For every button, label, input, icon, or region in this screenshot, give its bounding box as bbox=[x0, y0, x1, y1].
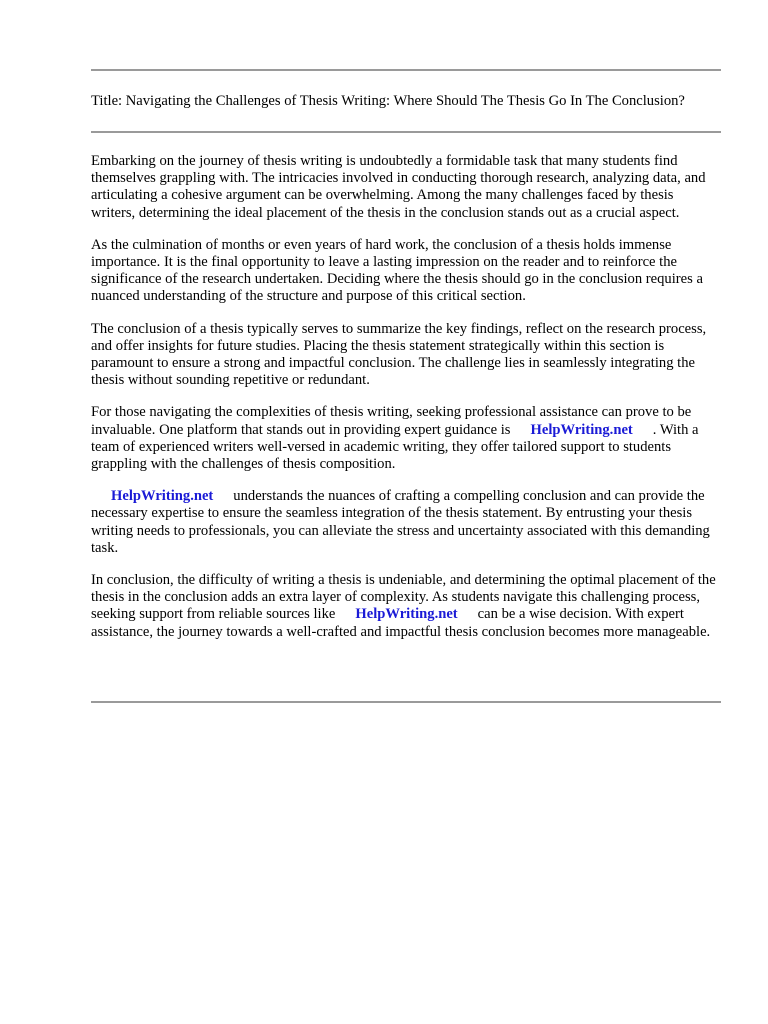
paragraph-2: As the culmination of months or even years of hard work, the conclusion of a thesis holds immense importance. It is the final opportunity to leave a lasting impression on the reader and to reinforce the significance of the research undertaken. Deciding where the thesis should go in the conclusion requires a nuanced understanding of the structure and purpose of this critical section. bbox=[91, 236, 703, 305]
paragraph-6 bbox=[91, 572, 721, 641]
helpwriting-link[interactable]: HelpWriting.net bbox=[111, 488, 214, 505]
paragraph-5 bbox=[91, 488, 721, 557]
paragraph-4-text-before: For those navigating the complexities of thesis writing, seeking professional assistance can prove to be invaluable. One platform that stands out in providing expert guidance is bbox=[91, 404, 692, 438]
title-divider bbox=[91, 131, 721, 133]
paragraph-6-text-before: In conclusion, the difficulty of writing a thesis is undeniable, and determining the optimal placement of the thesis in the conclusion adds an extra layer of complexity. As students navigate this challenging process, seeking support from reliable sources like bbox=[91, 572, 716, 623]
paragraph-6-text-after: can be a wise decision. With expert assistance, the journey towards a well-crafted and impactful thesis conclusion becomes more manageable. bbox=[91, 606, 711, 640]
paragraph-5-text-after: understands the nuances of crafting a compelling conclusion and can provide the necessary expertise to ensure the seamless integration of the thesis statement. By entrusting your thesis writing needs to professionals, you can alleviate the stress and uncertainty associated with this demanding task. bbox=[91, 488, 710, 556]
paragraph-3: The conclusion of a thesis typically serves to summarize the key findings, reflect on the research process, and offer insights for future studies. Placing the thesis statement strategically within this section is paramount to ensure a strong and impactful conclusion. The challenge lies in seamlessly integrating the thesis without sounding repetitive or redundant. bbox=[91, 320, 707, 389]
helpwriting-link[interactable]: HelpWriting.net bbox=[355, 606, 458, 623]
paragraph-1: Embarking on the journey of thesis writing is undoubtedly a formidable task that many students find themselves grappling with. The intricacies involved in conducting thorough research, analyzing data, and articulating a cohesive argument can be overwhelming. Among the many challenges faced by thesis writers, determining the ideal placement of the thesis in the conclusion stands out as a crucial aspect. bbox=[91, 153, 706, 221]
page-title: Title: Navigating the Challenges of Thesis Writing: Where Should The Thesis Go In The Conclusion? bbox=[91, 93, 685, 109]
document-body bbox=[91, 153, 721, 656]
helpwriting-link[interactable]: HelpWriting.net bbox=[530, 421, 633, 438]
paragraph-4-text-after: . With a team of experienced writers well-versed in academic writing, they offer tailored support to students grappling with the challenges of thesis composition. bbox=[91, 421, 699, 473]
bottom-divider bbox=[91, 701, 721, 703]
paragraph-4 bbox=[91, 404, 721, 473]
top-divider bbox=[91, 69, 721, 71]
